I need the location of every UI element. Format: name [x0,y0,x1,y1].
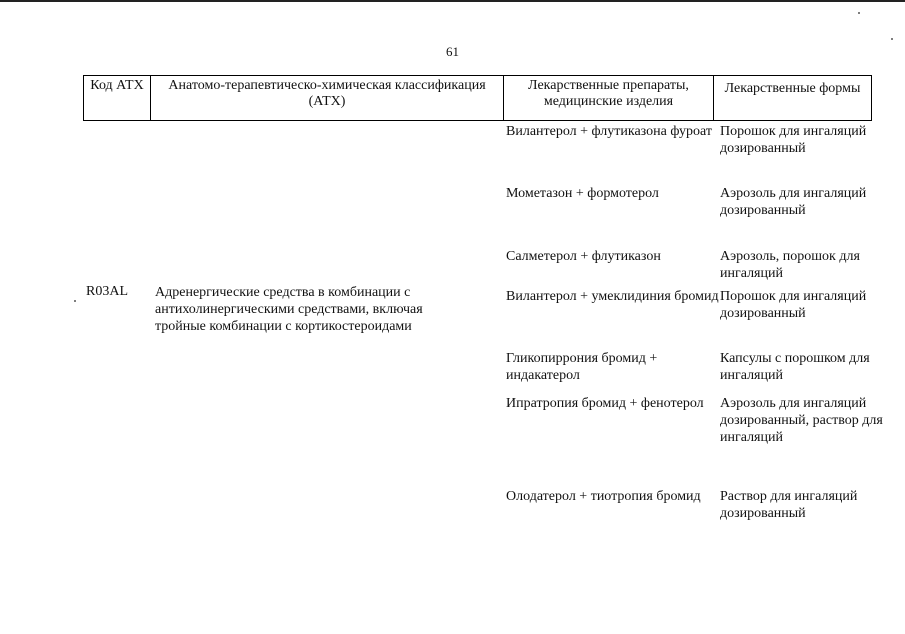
drug-form: Раствор для ингаляций дозированный [720,489,858,521]
table-row [506,395,896,446]
atc-description: Адренергические средства в комбинации с антихолинергическими средствами, включая тройные комбинации с кортикостероидами [155,285,423,334]
drug-name: Вилантерол + умеклидиния бромид [506,289,719,304]
table-row [506,288,896,322]
drug-form: Аэрозоль для ингаляций дозированный, раствор для ингаляций [720,396,883,445]
header-atc: Анатомо-терапевтическо-химическая классификация (АТХ) [151,76,504,120]
scan-speck [891,38,893,40]
scan-speck [858,12,860,14]
header-code: Код АТХ [84,76,151,120]
table-row [506,248,896,282]
table-row [506,185,896,219]
page-number: 61 [446,44,459,59]
scan-speck [74,300,76,302]
drug-form: Порошок для ингаляций дозированный [720,289,867,321]
drug-form: Аэрозоль для ингаляций дозированный [720,186,867,218]
drug-form: Порошок для ингаляций дозированный [720,124,867,156]
table-row [506,123,896,157]
scan-edge-line [0,0,905,2]
drug-name: Салметерол + флутиказон [506,249,661,264]
table-header [83,75,872,121]
table-row [506,488,896,522]
drug-name: Мометазон + формотерол [506,186,659,201]
header-forms: Лекарственные формы [724,81,861,96]
atc-code: R03AL [86,284,128,299]
header-drugs: Лекарственные препараты, медицинские изделия [504,76,714,120]
drug-form: Капсулы с порошком для ингаляций [720,351,870,383]
drug-name: Ипратропия бромид + фенотерол [506,396,704,411]
drug-name: Олодатерол + тиотропия бромид [506,489,701,504]
drug-name: Гликопиррония бромид + индакатерол [506,351,658,383]
table-row [506,350,896,384]
drug-form: Аэрозоль, порошок для ингаляций [720,249,860,281]
drug-name: Вилантерол + флутиказона фуроат [506,124,713,139]
